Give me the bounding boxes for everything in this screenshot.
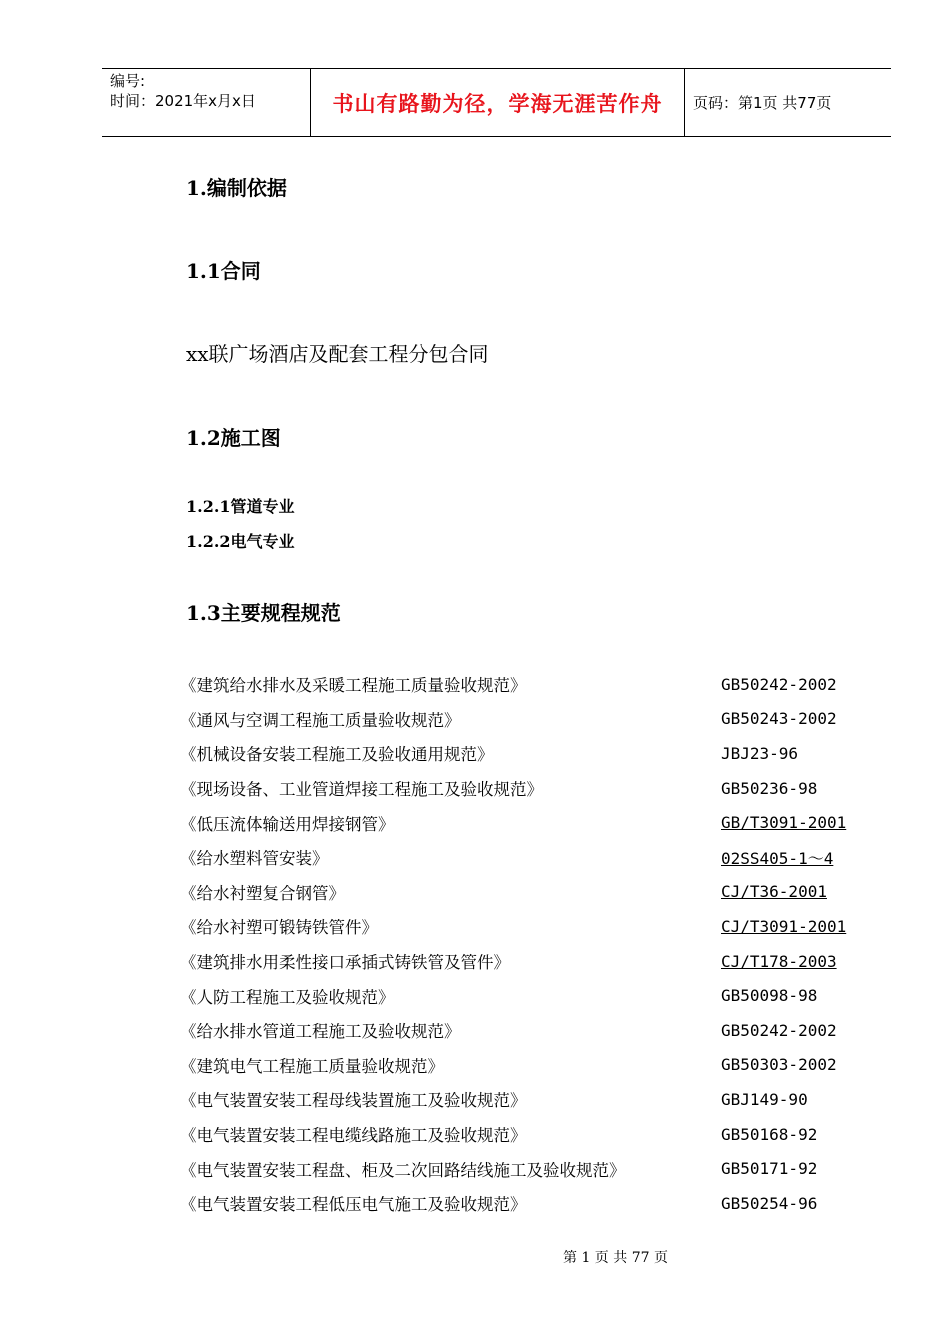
section-heading-1-2-2: 1.2.2电气专业 [186, 532, 295, 551]
standard-row [180, 736, 880, 771]
standard-row [180, 702, 880, 737]
standard-name: 《给水衬塑复合钢管》 [180, 883, 345, 903]
page-footer: 第 1 页 共 77 页 [563, 1250, 668, 1266]
time-label: 时间：2021年x月x日 [110, 92, 256, 110]
standard-row [180, 1186, 880, 1221]
page-header [102, 68, 891, 137]
standard-row [180, 909, 880, 944]
section-heading-1-2-1: 1.2.1管道专业 [186, 497, 295, 516]
standard-row [180, 1013, 880, 1048]
standard-name: 《建筑电气工程施工质量验收规范》 [180, 1056, 444, 1076]
standard-name: 《建筑给水排水及采暖工程施工质量验收规范》 [180, 676, 527, 696]
standard-name: 《建筑排水用柔性接口承插式铸铁管及管件》 [180, 953, 510, 973]
section-heading-1-2: 1.2施工图 [186, 426, 281, 450]
standard-code: GB50098-98 [721, 986, 818, 1006]
section-heading-1: 1.编制依据 [186, 176, 287, 200]
standard-code: GB50242-2002 [721, 674, 837, 694]
standard-code: GB/T3091-2001 [721, 813, 847, 833]
standard-row [180, 1082, 880, 1117]
standard-name: 《电气装置安装工程母线装置施工及验收规范》 [180, 1091, 527, 1111]
standard-name: 《给水塑料管安装》 [180, 849, 329, 869]
header-meta [102, 69, 311, 136]
section-heading-1-3: 1.3主要规程规范 [186, 601, 341, 625]
standard-name: 《机械设备安装工程施工及验收通用规范》 [180, 745, 494, 765]
standard-name: 《给水排水管道工程施工及验收规范》 [180, 1022, 461, 1042]
standard-name: 《电气装置安装工程电缆线路施工及验收规范》 [180, 1126, 527, 1146]
standard-row [180, 667, 880, 702]
standard-row [180, 805, 880, 840]
header-page-info: 页码：第1页 共77页 [693, 94, 832, 112]
standard-row [180, 771, 880, 806]
standard-code: 02SS405-1～4 [721, 848, 834, 868]
header-motto: 书山有路勤为径，学海无涯苦作舟 [311, 69, 685, 136]
standard-row [180, 1151, 880, 1186]
section-heading-1-1: 1.1合同 [186, 259, 261, 283]
standards-list [180, 667, 880, 1221]
standard-code: GB50168-92 [721, 1124, 818, 1144]
standard-name: 《电气装置安装工程低压电气施工及验收规范》 [180, 1195, 527, 1215]
standard-row [180, 1048, 880, 1083]
standard-name: 《低压流体输送用焊接钢管》 [180, 814, 395, 834]
standard-row [180, 875, 880, 910]
standard-code: GB50242-2002 [721, 1020, 837, 1040]
standard-name: 《现场设备、工业管道焊接工程施工及验收规范》 [180, 780, 543, 800]
contract-name: xx联广场酒店及配套工程分包合同 [186, 342, 489, 366]
standard-code: GB50243-2002 [721, 709, 837, 729]
standard-code: GBJ149-90 [721, 1089, 808, 1109]
standard-name: 《给水衬塑可锻铸铁管件》 [180, 918, 378, 938]
standard-code: CJ/T36-2001 [721, 882, 827, 902]
standard-row [180, 840, 880, 875]
standard-code: GB50236-98 [721, 778, 818, 798]
standard-row [180, 944, 880, 979]
standard-name: 《通风与空调工程施工质量验收规范》 [180, 710, 461, 730]
code-label: 编号: [110, 72, 146, 90]
standard-code: GB50171-92 [721, 1159, 818, 1179]
standard-row [180, 1117, 880, 1152]
standard-name: 《电气装置安装工程盘、柜及二次回路结线施工及验收规范》 [180, 1160, 626, 1180]
standard-code: JBJ23-96 [721, 743, 799, 763]
standard-name: 《人防工程施工及验收规范》 [180, 987, 395, 1007]
standard-code: CJ/T3091-2001 [721, 916, 847, 936]
standard-code: GB50303-2002 [721, 1055, 837, 1075]
standard-code: GB50254-96 [721, 1193, 818, 1213]
standard-code: CJ/T178-2003 [721, 951, 837, 971]
standard-row [180, 978, 880, 1013]
